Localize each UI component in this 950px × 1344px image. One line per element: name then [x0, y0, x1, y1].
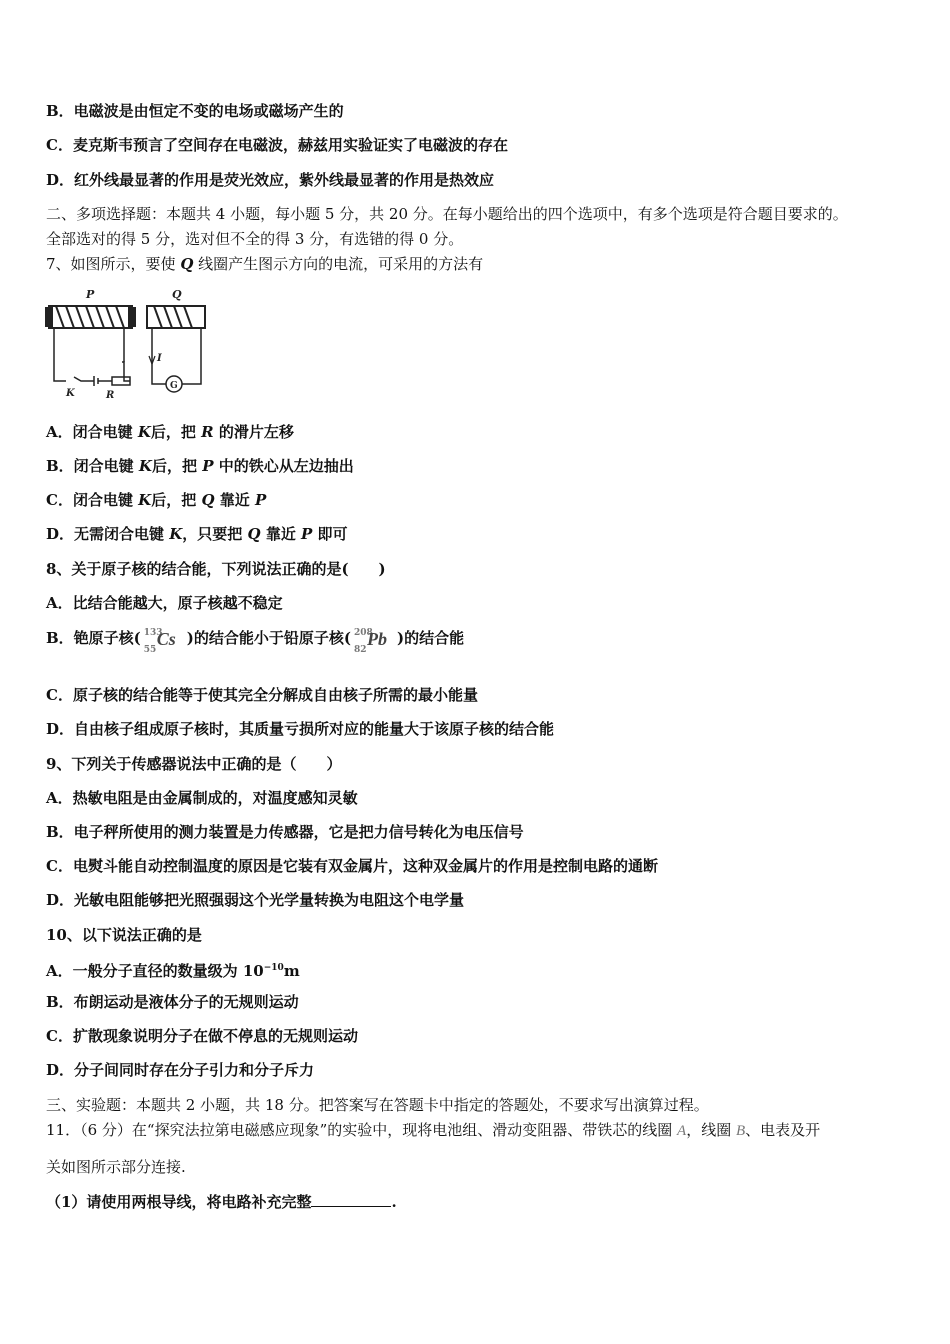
section2-heading-line1: 二、多项选择题：本题共 4 小题，每小题 5 分，共 20 分。在每小题给出的四个选项中，有多个选项是符合题目要求的。: [46, 205, 848, 223]
label-k: K: [66, 388, 75, 399]
q8-option-b: B．铯原子核( 133 55 Cs )的结合能小于铅原子核( 208 82 Pb )的结合能: [46, 628, 465, 655]
q7-circuit-figure: [44, 286, 214, 401]
q6-option-d: D．红外线最显著的作用是荧光效应，紫外线最显著的作用是热效应: [46, 171, 495, 189]
q6-option-c: C．麦克斯韦预言了空间存在电磁波，赫兹用实验证实了电磁波的存在: [46, 136, 508, 154]
section3-heading: 三、实验题：本题共 2 小题，共 18 分。把答案写在答题卡中指定的答题处，不要求写出演算过程。: [46, 1096, 709, 1114]
q9-option-c: C．电熨斗能自动控制温度的原因是它装有双金属片，这种双金属片的作用是控制电路的通断: [46, 857, 658, 875]
p-circuit-wires: [54, 328, 130, 386]
q6-option-b: B．电磁波是由恒定不变的电场或磁场产生的: [46, 102, 344, 120]
lead-nuclide: 208 82 Pb: [353, 628, 387, 655]
q9-option-a: A．热敏电阻是由金属制成的，对温度感知灵敏: [46, 789, 358, 807]
q9-stem: 9、下列关于传感器说法中正确的是（ ）: [46, 755, 342, 773]
q8-stem: 8、关于原子核的结合能，下列说法正确的是( ): [46, 560, 386, 578]
label-p: P: [86, 288, 95, 301]
q8-option-a: A．比结合能越大，原子核越不稳定: [46, 594, 283, 612]
q7-option-a: A．闭合电键 K后，把 R 的滑片左移: [46, 423, 294, 441]
galvanometer-icon: G: [170, 381, 178, 391]
coil-q: [147, 306, 205, 328]
label-i: I: [157, 353, 162, 364]
q11-stem-line1: 11．（6 分）在“探究法拉第电磁感应现象”的实验中，现将电池组、滑动变阻器、带铁芯的线圈 A，线圈 B、电表及开: [46, 1121, 821, 1139]
q10-option-d: D．分子间同时存在分子引力和分子斥力: [46, 1061, 315, 1079]
q10-stem: 10、以下说法正确的是: [46, 926, 202, 944]
label-r: R: [106, 390, 115, 401]
section2-heading-line2: 全部选对的得 5 分，选对但不全的得 3 分，有选错的得 0 分。: [46, 230, 464, 248]
cesium-nuclide: 133 55 Cs: [143, 628, 176, 655]
coil-p: [46, 306, 135, 328]
q7-stem: 7、如图所示，要使 Q 线圈产生图示方向的电流，可采用的方法有: [46, 255, 484, 273]
q8-option-c: C．原子核的结合能等于使其完全分解成自由核子所需的最小能量: [46, 686, 478, 704]
q8-option-d: D．自由核子组成原子核时，其质量亏损所对应的能量大于该原子核的结合能: [46, 720, 555, 738]
label-q: Q: [172, 288, 182, 301]
q7-option-d: D．无需闭合电键 K，只要把 Q 靠近 P 即可: [46, 525, 348, 543]
q11-part1: （1）请使用两根导线，将电路补充完整 .: [46, 1193, 397, 1211]
q10-option-c: C．扩散现象说明分子在做不停息的无规则运动: [46, 1027, 358, 1045]
q10-option-b: B．布朗运动是液体分子的无规则运动: [46, 993, 299, 1011]
q10-option-a: A．一般分子直径的数量级为 $10^{-10}m$: [46, 962, 300, 980]
q9-option-d: D．光敏电阻能够把光照强弱这个光学量转换为电阻这个电学量: [46, 891, 465, 909]
q7-option-b: B．闭合电键 K后，把 P 中的铁心从左边抽出: [46, 457, 354, 475]
answer-blank[interactable]: [311, 1192, 391, 1207]
q9-option-b: B．电子秤所使用的测力装置是力传感器，它是把力信号转化为电压信号: [46, 823, 524, 841]
q7-option-c: C．闭合电键 K后，把 Q 靠近 P: [46, 491, 267, 509]
q11-stem-line2: 关如图所示部分连接.: [46, 1158, 186, 1176]
